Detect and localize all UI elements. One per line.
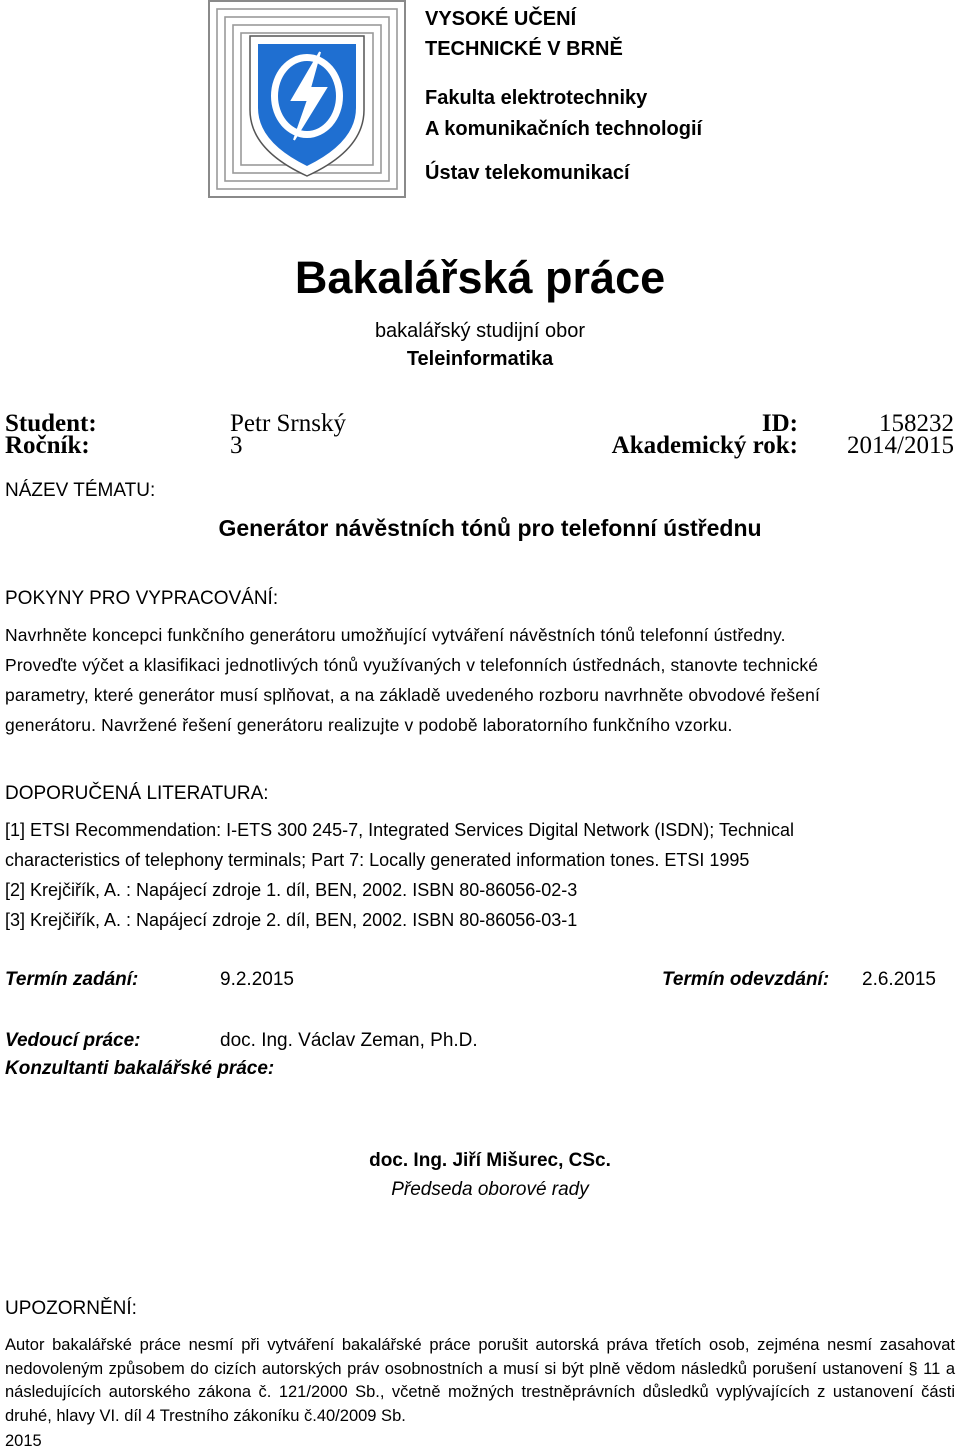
literature-item: [3] Krejčiřík, A. : Napájecí zdroje 2. díl, BEN, 2002. ISBN 80-86056-03-1 — [5, 910, 578, 930]
university-name-line2: TECHNICKÉ V BRNĚ — [425, 38, 623, 60]
literature-label: DOPORUČENÁ LITERATURA: — [5, 783, 269, 804]
board-chair-role: Předseda oborové rady — [391, 1179, 589, 1200]
faculty-line2: A komunikačních technologií — [425, 118, 703, 140]
id-label: ID: — [761, 410, 798, 437]
student-id: 158232 — [879, 410, 954, 437]
study-year: 3 — [230, 432, 243, 459]
topic-title: Generátor návěstních tónů pro telefonní ústřednu — [218, 515, 762, 541]
student-name: Petr Srnský — [230, 410, 346, 437]
faculty-line1: Fakulta elektrotechniky — [425, 87, 648, 109]
instructions-line: Proveďte výčet a klasifikaci jednotlivých tónů využívaných v telefonních ústřednách, stanovte technické — [5, 655, 819, 675]
instructions-line: generátoru. Navržené řešení generátoru realizujte v podobě laboratorního funkčního vzorku. — [5, 715, 733, 735]
supervisor-name: doc. Ing. Václav Zeman, Ph.D. — [220, 1030, 478, 1051]
academic-year: 2014/2015 — [847, 432, 954, 459]
university-name-line1: VYSOKÉ UČENÍ — [425, 8, 577, 30]
student-label: Student: — [5, 410, 97, 437]
institute-name: Ústav telekomunikací — [425, 162, 630, 184]
instructions-line: parametry, které generátor musí splňovat, a na základě uvedeného rozboru navrhněte obvodové řešení — [5, 685, 820, 705]
instructions-label: POKYNY PRO VYPRACOVÁNÍ: — [5, 588, 279, 609]
year-label: Ročník: — [5, 432, 90, 459]
assigned-date-label: Termín zadání: — [5, 969, 139, 990]
consultants-label: Konzultanti bakalářské práce: — [5, 1058, 275, 1079]
vut-logo-icon — [208, 0, 406, 198]
literature-item: [2] Krejčiřík, A. : Napájecí zdroje 1. díl, BEN, 2002. ISBN 80-86056-02-3 — [5, 880, 578, 900]
literature-item: characteristics of telephony terminals; Part 7: Locally generated information tones. ETSI 1995 — [5, 850, 750, 870]
academic-year-label: Akademický rok: — [611, 432, 798, 459]
assigned-date: 9.2.2015 — [220, 969, 294, 990]
study-program-label: bakalářský studijní obor — [374, 320, 586, 342]
supervisor-label: Vedoucí práce: — [5, 1030, 141, 1051]
due-date-label: Termín odevzdání: — [662, 969, 830, 990]
topic-label: NÁZEV TÉMATU: — [5, 480, 156, 501]
due-date: 2.6.2015 — [862, 969, 936, 990]
warning-label: UPOZORNĚNÍ: — [5, 1298, 137, 1319]
footer-year: 2015 — [5, 1432, 42, 1450]
study-program-name: Teleinformatika — [406, 348, 554, 370]
board-chair-name: doc. Ing. Jiří Mišurec, CSc. — [369, 1150, 611, 1171]
literature-item: [1] ETSI Recommendation: I-ETS 300 245-7, Integrated Services Digital Network (ISDN); Technical — [5, 820, 795, 840]
warning-text: Autor bakalářské práce nesmí při vytváření bakalářské práce porušit autorská práva třetích osob, zejména nesmí zasahovat nedovoleným způsobem do cizích autorských práv osobnostních a musí si být plně vědom následků porušení ustanovení § 11 a následujících autorského zákona č. 121/2000 Sb., včetně možných trestněprávních důsledků vyplývajících z ustanovení části druhé, hlavy VI. díl 4 Trestního zákoníku č.40/2009 Sb. — [5, 1336, 955, 1425]
page-title: Bakalářská práce — [294, 252, 666, 303]
instructions-line: Navrhněte koncepci funkčního generátoru umožňující vytváření návěstních tónů telefonní ústředny. — [5, 625, 786, 645]
instructions-text — [5, 620, 955, 740]
